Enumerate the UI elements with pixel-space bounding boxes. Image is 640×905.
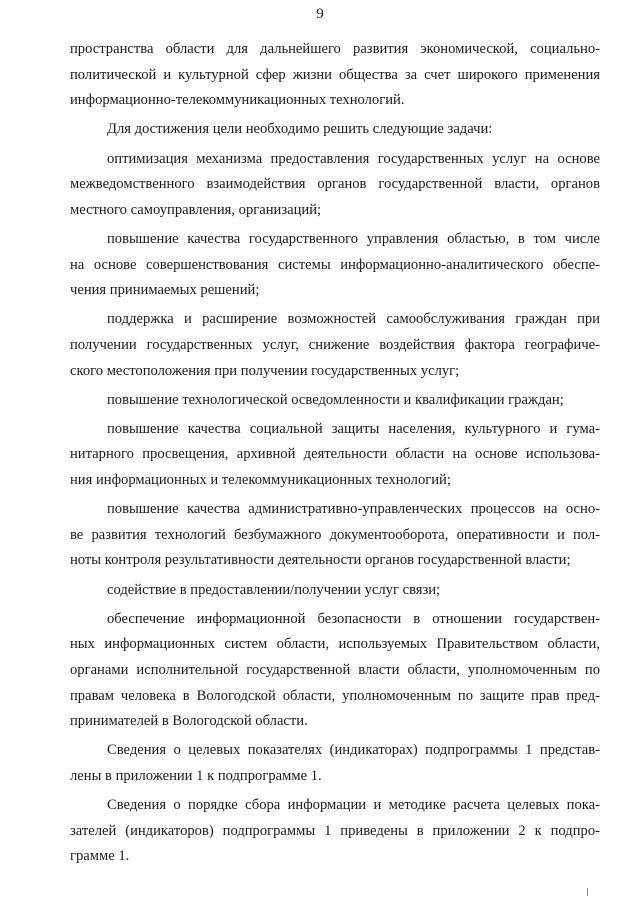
- text-line: зателей (индикаторов) подпрограммы 1 приведены в приложении 2 к подпро-: [70, 822, 600, 839]
- text-line: ния информационных и телекоммуникационных технологий;: [70, 472, 451, 489]
- paragraph-continuation: [70, 37, 600, 114]
- paragraph-tasks-intro: [70, 117, 600, 143]
- text-line: повышение качества социальной защиты населения, культурного и гума-: [107, 420, 600, 437]
- text-line: Сведения о порядке сбора информации и методике расчета целевых пока-: [107, 797, 600, 814]
- text-line: поддержка и расширение возможностей самообслуживания граждан при: [107, 311, 600, 328]
- document-body: [70, 37, 600, 870]
- text-line: пространства области для дальнейшего развития экономической, социально-: [70, 41, 600, 57]
- text-line: Сведения о целевых показателях (индикаторах) подпрограммы 1 представ-: [107, 742, 600, 759]
- text-line: местного самоуправления, организаций;: [70, 201, 322, 218]
- text-line: повышение качества государственного управления областью, в том числе: [107, 230, 600, 247]
- text-line: политической и культурной сфер жизни общества за счет широкого применения: [70, 66, 600, 83]
- text-line: межведомственного взаимодействия органов государственной власти, органов: [70, 176, 600, 193]
- text-line: повышение качества административно-управленческих процессов на осно-: [107, 501, 600, 518]
- text-line: Для достижения цели необходимо решить следующие задачи:: [107, 121, 493, 138]
- paragraph-task-self-service: [70, 307, 600, 384]
- text-line: обеспечение информационной безопасности в отношении государствен-: [107, 610, 600, 627]
- text-line: получении государственных услуг, снижение воздействия фактора географиче-: [70, 336, 600, 353]
- paragraph-task-administrative: [70, 497, 600, 574]
- text-line: правам человека в Вологодской области, уполномоченным по защите прав пред-: [70, 687, 600, 704]
- text-line: повышение технологической осведомленности и квалификации граждан;: [107, 391, 564, 408]
- text-line: содействие в предоставлении/получении услуг связи;: [107, 581, 441, 598]
- text-line: органами исполнительной государственной власти области, уполномоченным по: [70, 662, 600, 678]
- paragraph-task-security: [70, 607, 600, 735]
- paragraph-indicators-info: [70, 738, 600, 789]
- scan-mark: [587, 888, 588, 896]
- paragraph-methodology-info: [70, 793, 600, 870]
- text-line: на основе совершенствования системы информационно-аналитического обеспе-: [70, 256, 600, 273]
- text-line: ных информационных систем области, используемых Правительством области,: [70, 636, 600, 653]
- text-line: грамме 1.: [70, 848, 130, 865]
- text-line: ноты контроля результативности деятельности органов государственной власти;: [70, 552, 571, 569]
- text-line: чения принимаемых решений;: [70, 282, 260, 299]
- text-line: лены в приложении 1 к подпрограмме 1.: [70, 767, 322, 784]
- text-line: нитарного просвещения, архивной деятельности области на основе использова-: [70, 446, 600, 463]
- text-line: ве развития технологий безбумажного документооборота, оперативности и пол-: [70, 526, 600, 543]
- paragraph-task-optimization: [70, 147, 600, 224]
- paragraph-task-governance: [70, 227, 600, 304]
- page-number: 9: [316, 6, 324, 22]
- text-line: принимателей в Вологодской области.: [70, 713, 308, 730]
- text-line: ского местоположения при получении государственных услуг;: [70, 362, 460, 379]
- paragraph-task-awareness: [70, 388, 600, 414]
- paragraph-task-social: [70, 417, 600, 494]
- paragraph-task-communications: [70, 578, 600, 604]
- text-line: оптимизация механизма предоставления государственных услуг на основе: [107, 150, 600, 167]
- text-line: информационно-телекоммуникационных технологий.: [70, 92, 405, 109]
